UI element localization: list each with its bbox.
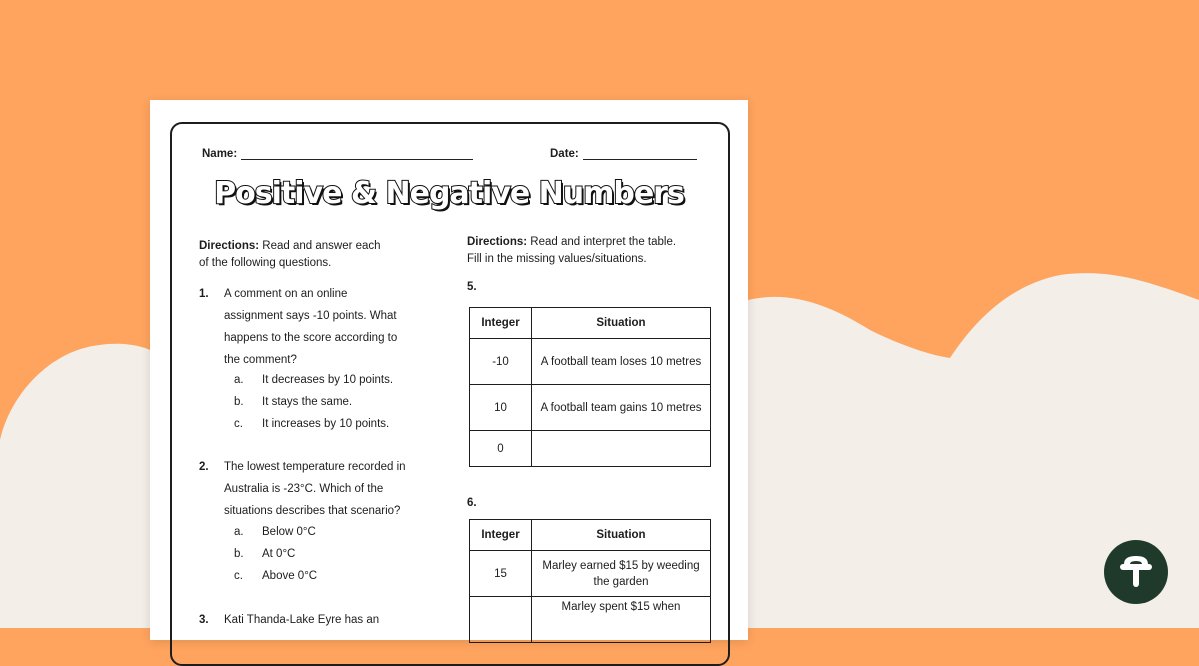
question-5-label: 5. [467, 281, 477, 293]
name-label: Name: [202, 148, 238, 160]
question-number: 1. [199, 288, 209, 300]
table-row [470, 431, 711, 467]
cell-situation: Marley earned $15 by weeding the garden [532, 551, 711, 597]
table-row [470, 339, 711, 385]
option-letter: c. [234, 418, 243, 430]
left-directions [199, 238, 429, 272]
question-line: A comment on an online [224, 288, 348, 300]
option-letter: b. [234, 396, 244, 408]
right-directions-text-2: Fill in the missing values/situations. [467, 253, 647, 265]
question-line: happens to the score according to [224, 332, 398, 344]
cell-situation-empty[interactable] [532, 431, 711, 467]
question-line: Kati Thanda-Lake Eyre has an [224, 614, 380, 626]
question-text [224, 283, 434, 371]
left-directions-text-1: Read and answer each [259, 240, 381, 252]
name-field [202, 147, 473, 160]
worksheet-title: Positive & Negative Numbers [214, 176, 684, 211]
option-letter: a. [234, 526, 244, 538]
left-directions-text-2: of the following questions. [199, 257, 332, 269]
table-header-row [470, 520, 711, 551]
date-label: Date: [550, 148, 579, 160]
header-integer: Integer [470, 308, 532, 339]
teach-starter-logo-icon[interactable] [1104, 540, 1168, 604]
worksheet-page [150, 100, 748, 640]
question-line: situations describes that scenario? [224, 505, 401, 517]
question-number: 2. [199, 461, 209, 473]
right-directions-label: Directions: [467, 236, 528, 248]
option-text: It decreases by 10 points. [262, 374, 394, 386]
question-line: the comment? [224, 354, 297, 366]
left-directions-label: Directions: [199, 240, 260, 252]
logo-glyph-icon [1104, 540, 1168, 604]
table-row [470, 385, 711, 431]
cell-integer: 15 [470, 551, 532, 597]
question-line: Australia is -23°C. Which of the [224, 483, 384, 495]
date-field [550, 147, 697, 160]
header-situation: Situation [532, 308, 711, 339]
option-letter: b. [234, 548, 244, 560]
table-5 [469, 307, 711, 467]
option-text: It increases by 10 points. [262, 418, 390, 430]
option-text: Above 0°C [262, 570, 318, 582]
option-letter: c. [234, 570, 243, 582]
cell-integer: 0 [470, 431, 532, 467]
option-letter: a. [234, 374, 244, 386]
question-text [224, 456, 464, 522]
cell-integer: -10 [470, 339, 532, 385]
question-2 [199, 456, 489, 526]
table-row [470, 597, 711, 643]
right-directions [467, 234, 727, 268]
right-directions-text-1: Read and interpret the table. [527, 236, 677, 248]
cell-situation: A football team loses 10 metres [532, 339, 711, 385]
question-number: 3. [199, 614, 209, 626]
cell-integer-empty[interactable] [470, 597, 532, 643]
question-line: The lowest temperature recorded in [224, 461, 406, 473]
option-text: At 0°C [262, 548, 296, 560]
cloud-shape [0, 344, 150, 628]
cell-situation: Marley spent $15 when [532, 597, 711, 643]
table-6 [469, 519, 711, 643]
option-text: Below 0°C [262, 526, 316, 538]
option-text: It stays the same. [262, 396, 353, 408]
question-6-label: 6. [467, 497, 477, 509]
cell-integer: 10 [470, 385, 532, 431]
table-header-row [470, 308, 711, 339]
table-row [470, 551, 711, 597]
header-integer: Integer [470, 520, 532, 551]
question-1 [199, 283, 459, 373]
date-line [583, 147, 697, 160]
header-situation: Situation [532, 520, 711, 551]
question-line: assignment says -10 points. What [224, 310, 397, 322]
cell-situation: A football team gains 10 metres [532, 385, 711, 431]
name-line [241, 147, 473, 160]
